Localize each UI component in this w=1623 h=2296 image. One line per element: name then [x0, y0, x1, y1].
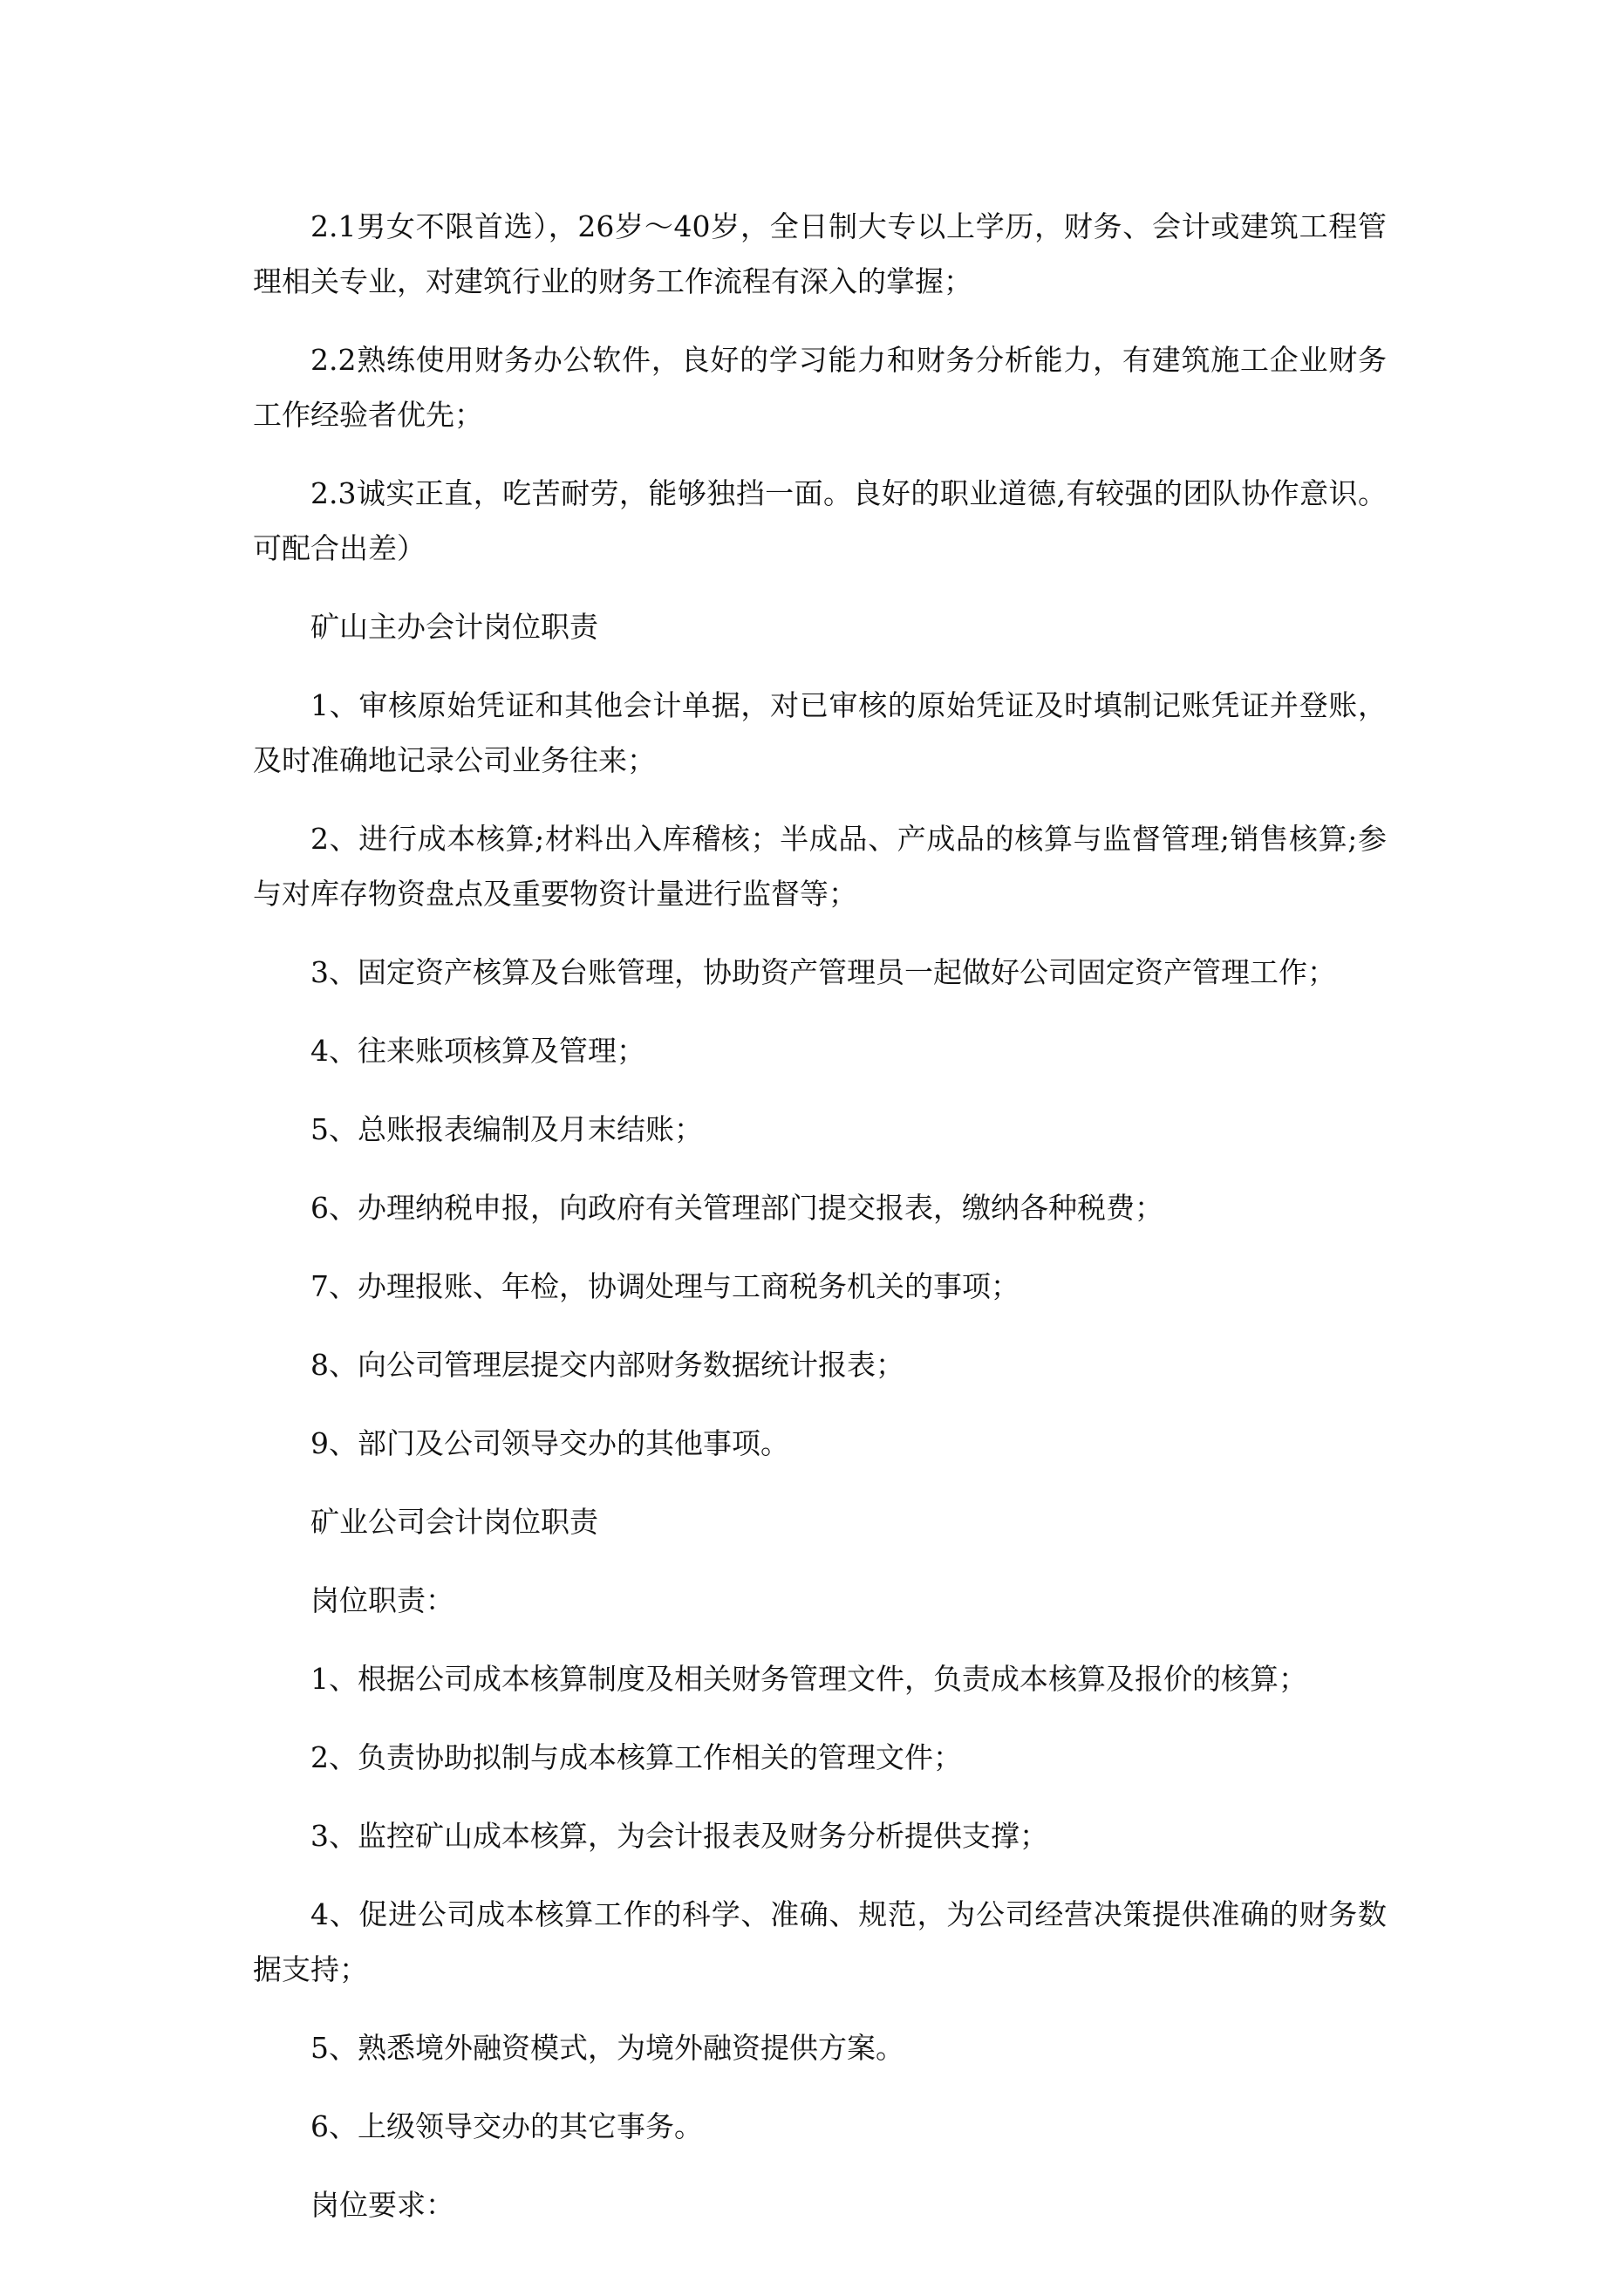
duty-item-8: 8、向公司管理层提交内部财务数据统计报表；: [310, 1348, 904, 1382]
subheading-job-requirements: 岗位要求：: [310, 2188, 454, 2222]
duty-item-9: 9、部门及公司领导交办的其他事项。: [310, 1426, 789, 1460]
duty-item-6: 6、办理纳税申报，向政府有关管理部门提交报表，缴纳各种税费；: [310, 1191, 1163, 1225]
duty-item-7: 7、办理报账、年检，协调处理与工商税务机关的事项；: [310, 1269, 1019, 1303]
job-duty-5: 5、熟悉境外融资模式，为境外融资提供方案。: [310, 2031, 904, 2065]
duty-item-1: 1、审核原始凭证和其他会计单据，对已审核的原始凭证及时填制记账凭证并登账，及时准确地记录公司业务往来；: [253, 688, 1387, 777]
section-heading-mine-chief-accountant: 矿山主办会计岗位职责: [310, 610, 598, 644]
document-body: [253, 199, 1387, 2256]
section-heading-mining-company-accountant: 矿业公司会计岗位职责: [310, 1505, 598, 1539]
subheading-job-duties: 岗位职责：: [310, 1583, 454, 1617]
requirement-2-1: 2.1男女不限首选），26岁〜40岁，全日制大专以上学历，财务、会计或建筑工程管理相关专业，对建筑行业的财务工作流程有深入的掌握；: [253, 209, 1387, 298]
job-duty-1: 1、根据公司成本核算制度及相关财务管理文件，负责成本核算及报价的核算；: [310, 1662, 1307, 1696]
duty-item-3: 3、固定资产核算及台账管理，协助资产管理员一起做好公司固定资产管理工作；: [310, 955, 1336, 989]
duty-item-4: 4、往来账项核算及管理；: [310, 1034, 645, 1068]
duty-item-2: 2、进行成本核算;材料出入库稽核；半成品、产成品的核算与监督管理;销售核算;参与对库存物资盘点及重要物资计量进行监督等；: [253, 822, 1387, 911]
requirement-2-2: 2.2熟练使用财务办公软件，良好的学习能力和财务分析能力，有建筑施工企业财务工作经验者优先；: [253, 343, 1387, 432]
requirement-2-3: 2.3诚实正直，吃苦耐劳，能够独挡一面。良好的职业道德,有较强的团队协作意识。可配合出差）: [253, 476, 1387, 565]
job-duty-2: 2、负责协助拟制与成本核算工作相关的管理文件；: [310, 1740, 962, 1774]
job-duty-6: 6、上级领导交办的其它事务。: [310, 2109, 703, 2143]
job-duty-4: 4、促进公司成本核算工作的科学、准确、规范，为公司经营决策提供准确的财务数据支持；: [253, 1897, 1387, 1986]
job-duty-3: 3、监控矿山成本核算，为会计报表及财务分析提供支撑；: [310, 1819, 1048, 1853]
duty-item-5: 5、总账报表编制及月末结账；: [310, 1112, 703, 1146]
